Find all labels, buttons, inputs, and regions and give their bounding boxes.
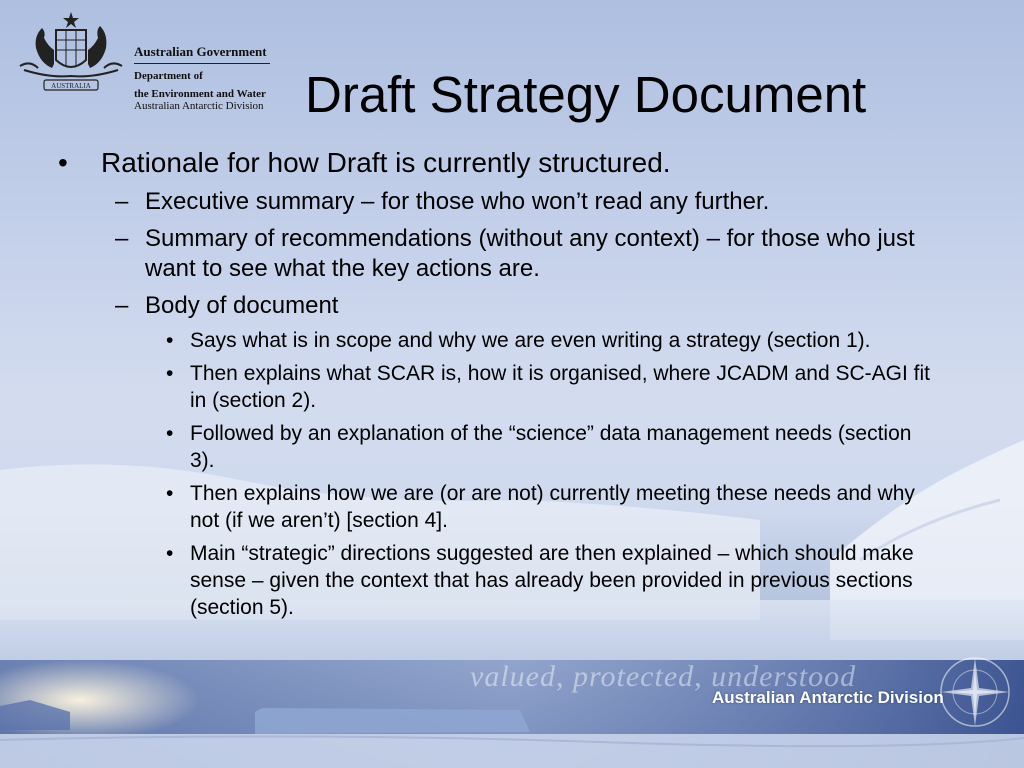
bullet-marker: •: [166, 329, 174, 352]
sub-item-body-of-document: [115, 291, 955, 321]
tagline-watermark: valued, protected, understood: [470, 660, 857, 693]
slide-content: [58, 146, 958, 621]
sub-item-text: Summary of recommendations (without any context) – for those who just want to see what the key actions are.: [145, 225, 915, 282]
dash-marker: –: [115, 188, 129, 215]
slide-title: Draft Strategy Document: [305, 66, 867, 123]
body-point-section-2: [166, 360, 930, 414]
body-point-section-1: [166, 327, 930, 354]
body-point-text: Says what is in scope and why we are even writing a strategy (section 1).: [190, 329, 871, 352]
dash-marker: –: [115, 292, 129, 319]
department-name-line1: Department of: [134, 70, 203, 82]
body-point-text: Then explains how we are (or are not) currently meeting these needs and why not (if we aren’t) [section 4].: [190, 482, 915, 532]
australian-coat-of-arms-icon: [10, 8, 132, 98]
main-bullet: [58, 146, 958, 180]
body-point-text: Followed by an explanation of the “science” data management needs (section 3).: [190, 422, 912, 472]
sub-item-executive-summary: [115, 187, 955, 217]
footer-division-name: Australian Antarctic Division: [712, 688, 944, 707]
dash-marker: –: [115, 225, 129, 252]
bullet-marker: •: [166, 422, 174, 445]
bullet-marker: •: [166, 362, 174, 385]
government-name: Australian Government: [134, 44, 270, 64]
body-point-text: Main “strategic” directions suggested are then explained – which should make sense – given the context that has already been provided in previous sections (section 5).: [190, 542, 914, 619]
body-point-section-4: [166, 480, 930, 534]
department-name-line2: the Environment and Water: [134, 88, 266, 100]
division-name: Australian Antarctic Division: [134, 100, 264, 112]
bullet-marker: •: [166, 482, 174, 505]
government-branding: [134, 44, 270, 112]
sub-item-text: Body of document: [145, 292, 339, 319]
body-point-section-5: [166, 540, 930, 621]
body-point-section-3: [166, 420, 930, 474]
main-bullet-text: Rationale for how Draft is currently structured.: [101, 147, 671, 178]
bullet-marker: •: [58, 147, 68, 178]
sub-item-text: Executive summary – for those who won’t read any further.: [145, 188, 770, 215]
body-point-text: Then explains what SCAR is, how it is organised, where JCADM and SC-AGI fit in (section 2).: [190, 362, 930, 412]
crest-caption: AUSTRALIA: [51, 82, 91, 90]
antarctic-emblem-icon: [935, 652, 1015, 732]
sub-item-recommendations: [115, 224, 955, 284]
bullet-marker: •: [166, 542, 174, 565]
